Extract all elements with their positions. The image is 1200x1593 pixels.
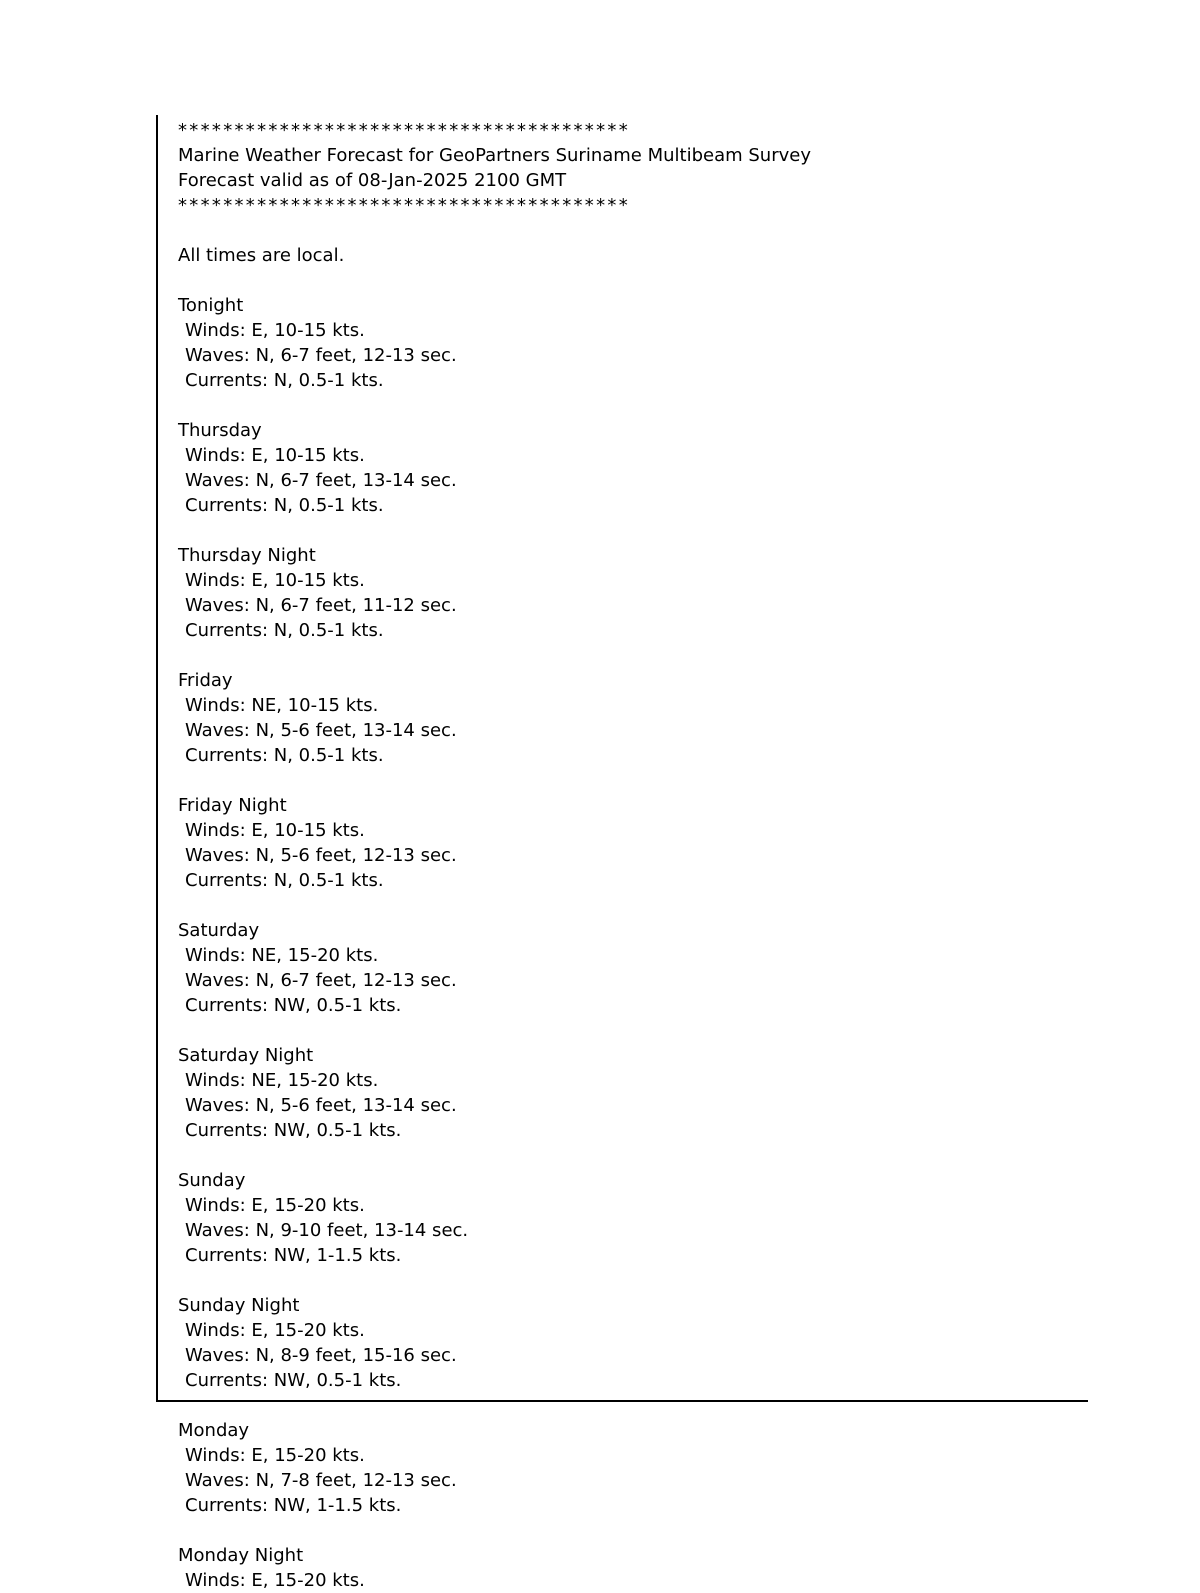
period-currents: Currents: N, 0.5-1 kts. <box>185 495 384 516</box>
period-name: Thursday <box>178 420 262 441</box>
period-currents: Currents: N, 0.5-1 kts. <box>185 370 384 391</box>
separator-line-top: **************************************** <box>178 120 630 141</box>
period-currents: Currents: NW, 0.5-1 kts. <box>185 995 402 1016</box>
period-waves: Waves: N, 8-9 feet, 15-16 sec. <box>185 1345 457 1366</box>
period-winds: Winds: E, 15-20 kts. <box>185 1570 365 1591</box>
period-name: Monday Night <box>178 1545 304 1566</box>
forecast-period-sunday-night <box>178 1293 1078 1418</box>
blank-line <box>178 893 1078 918</box>
blank-line <box>178 1018 1078 1043</box>
period-waves: Waves: N, 5-6 feet, 13-14 sec. <box>185 720 457 741</box>
period-currents: Currents: N, 0.5-1 kts. <box>185 745 384 766</box>
separator-line-bottom: **************************************** <box>178 195 630 216</box>
period-winds: Winds: NE, 15-20 kts. <box>185 1070 379 1091</box>
period-waves: Waves: N, 6-7 feet, 11-12 sec. <box>185 595 457 616</box>
period-winds: Winds: NE, 10-15 kts. <box>185 695 379 716</box>
document-title: Marine Weather Forecast for GeoPartners Suriname Multibeam Survey <box>178 145 811 166</box>
forecast-period-monday-night <box>178 1543 1078 1593</box>
forecast-period-tonight <box>178 293 1078 418</box>
blank-line <box>178 1268 1078 1293</box>
period-waves: Waves: N, 6-7 feet, 12-13 sec. <box>185 970 457 991</box>
period-winds: Winds: E, 10-15 kts. <box>185 320 365 341</box>
period-currents: Currents: N, 0.5-1 kts. <box>185 620 384 641</box>
forecast-valid-line: Forecast valid as of 08-Jan-2025 2100 GMT <box>178 170 567 191</box>
period-name: Saturday Night <box>178 1045 314 1066</box>
period-currents: Currents: NW, 1-1.5 kts. <box>185 1245 402 1266</box>
blank-line <box>178 643 1078 668</box>
times-note: All times are local. <box>178 245 345 266</box>
forecast-period-sunday <box>178 1168 1078 1293</box>
forecast-period-friday-night <box>178 793 1078 918</box>
forecast-period-monday <box>178 1418 1078 1543</box>
period-name: Friday Night <box>178 795 287 816</box>
blank-line <box>178 1143 1078 1168</box>
blank-line <box>178 1393 1078 1418</box>
forecast-period-friday <box>178 668 1078 793</box>
period-currents: Currents: NW, 0.5-1 kts. <box>185 1120 402 1141</box>
period-winds: Winds: E, 10-15 kts. <box>185 570 365 591</box>
period-name: Monday <box>178 1420 250 1441</box>
period-name: Friday <box>178 670 233 691</box>
forecast-period-saturday <box>178 918 1078 1043</box>
forecast-document <box>178 118 1078 1593</box>
blank-line <box>178 768 1078 793</box>
forecast-period-thursday <box>178 418 1078 543</box>
period-name: Thursday Night <box>178 545 316 566</box>
period-winds: Winds: NE, 15-20 kts. <box>185 945 379 966</box>
blank-line <box>178 518 1078 543</box>
blank-line <box>178 393 1078 418</box>
period-winds: Winds: E, 10-15 kts. <box>185 445 365 466</box>
period-winds: Winds: E, 10-15 kts. <box>185 820 365 841</box>
period-name: Tonight <box>178 295 244 316</box>
blank-line <box>178 218 1078 243</box>
period-winds: Winds: E, 15-20 kts. <box>185 1445 365 1466</box>
period-name: Saturday <box>178 920 260 941</box>
period-name: Sunday <box>178 1170 246 1191</box>
period-waves: Waves: N, 5-6 feet, 12-13 sec. <box>185 845 457 866</box>
forecast-period-thursday-night <box>178 543 1078 668</box>
period-winds: Winds: E, 15-20 kts. <box>185 1195 365 1216</box>
period-waves: Waves: N, 9-10 feet, 13-14 sec. <box>185 1220 469 1241</box>
blank-line <box>178 268 1078 293</box>
period-waves: Waves: N, 6-7 feet, 13-14 sec. <box>185 470 457 491</box>
period-waves: Waves: N, 6-7 feet, 12-13 sec. <box>185 345 457 366</box>
period-winds: Winds: E, 15-20 kts. <box>185 1320 365 1341</box>
period-currents: Currents: NW, 0.5-1 kts. <box>185 1370 402 1391</box>
period-currents: Currents: NW, 1-1.5 kts. <box>185 1495 402 1516</box>
period-name: Sunday Night <box>178 1295 300 1316</box>
period-waves: Waves: N, 5-6 feet, 13-14 sec. <box>185 1095 457 1116</box>
period-currents: Currents: N, 0.5-1 kts. <box>185 870 384 891</box>
blank-line <box>178 1518 1078 1543</box>
period-waves: Waves: N, 7-8 feet, 12-13 sec. <box>185 1470 457 1491</box>
forecast-period-saturday-night <box>178 1043 1078 1168</box>
